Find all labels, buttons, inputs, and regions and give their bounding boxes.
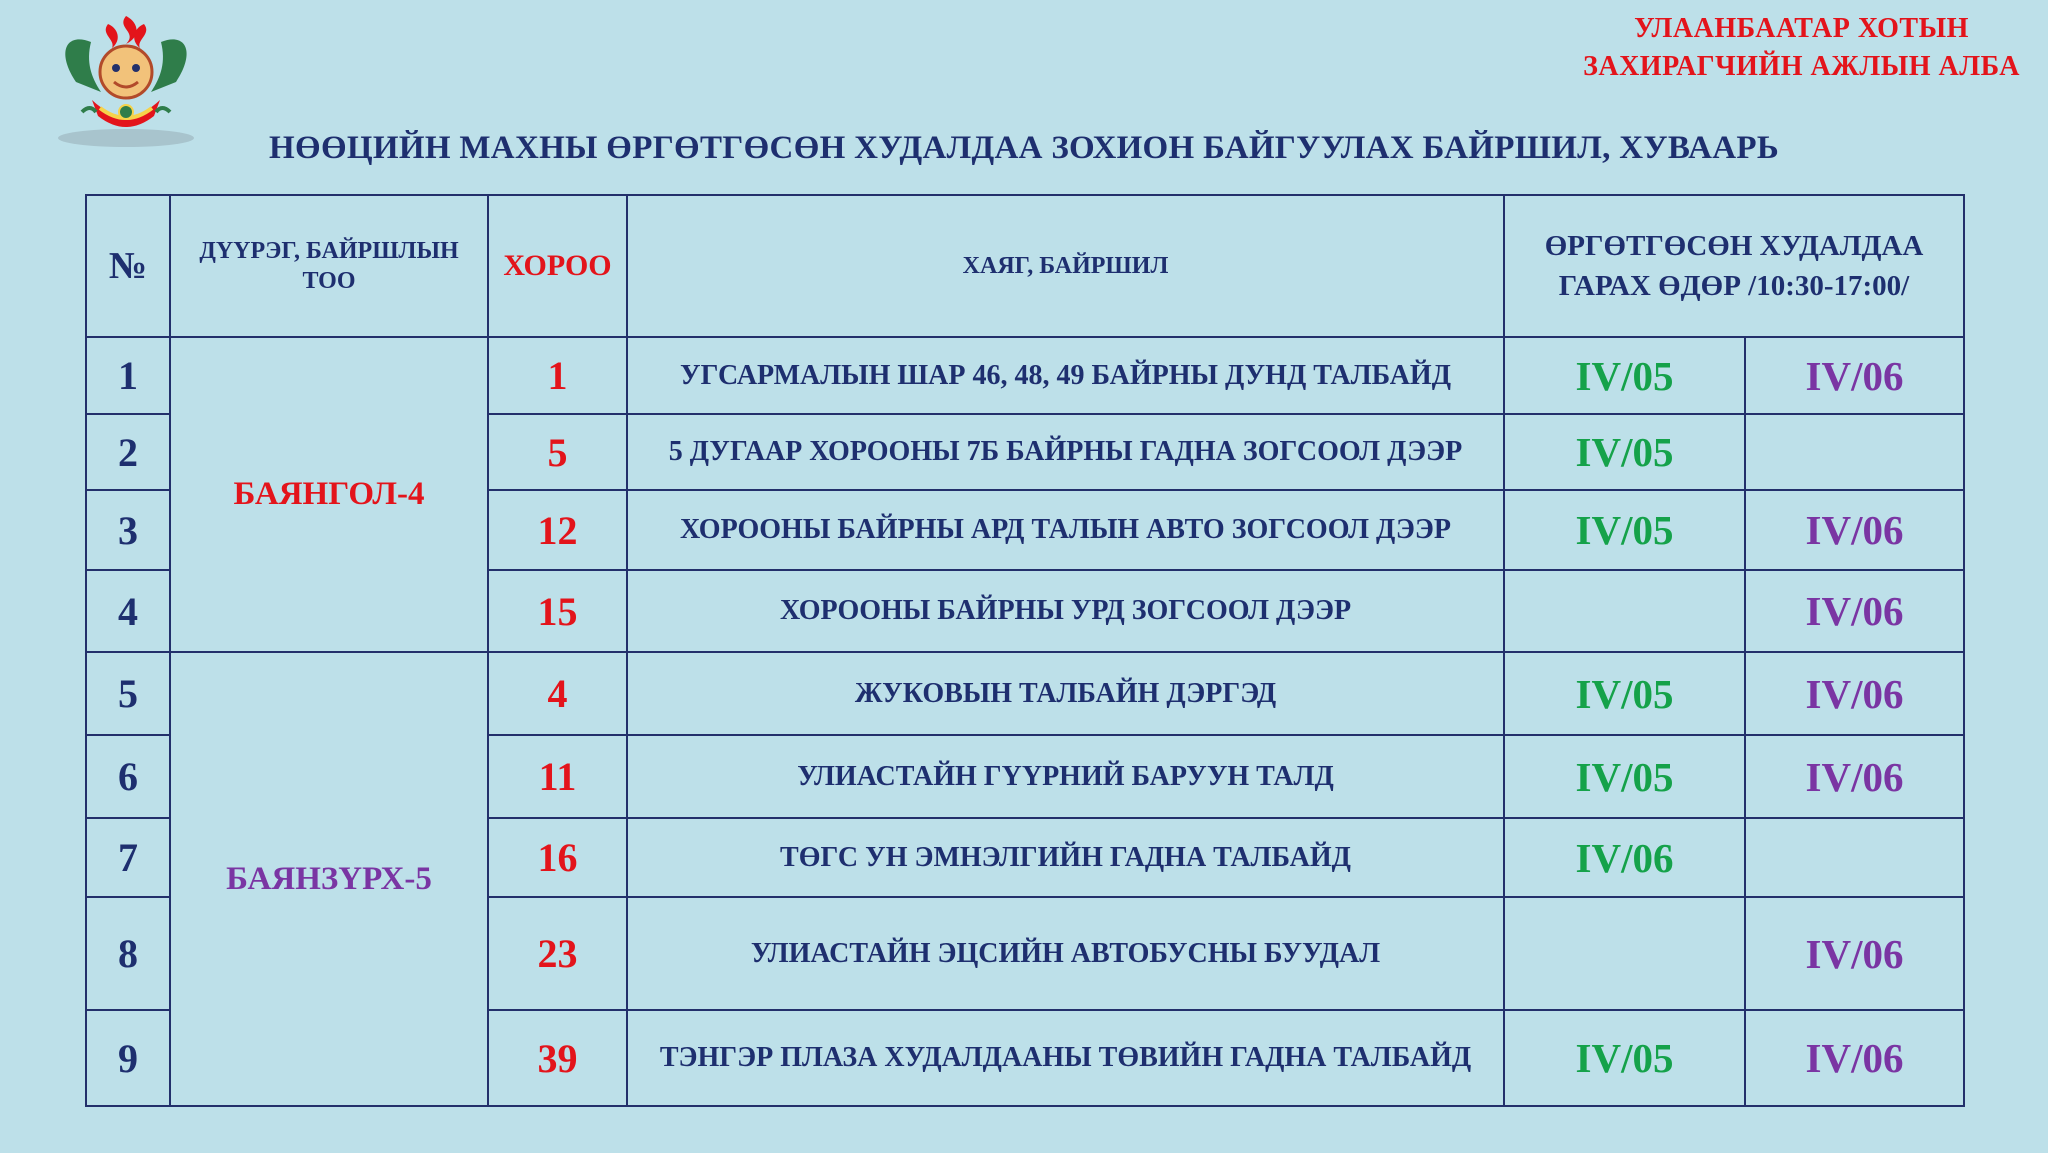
row-khoroo: 4 <box>488 652 627 735</box>
row-address: ТӨГС УН ЭМНЭЛГИЙН ГАДНА ТАЛБАЙД <box>627 818 1504 897</box>
row-date-1: IV/05 <box>1504 490 1745 570</box>
row-number: 4 <box>86 570 170 652</box>
row-address: ХОРООНЫ БАЙРНЫ АРД ТАЛЫН АВТО ЗОГСООЛ ДЭЭР <box>627 490 1504 570</box>
row-date-2: IV/06 <box>1745 570 1964 652</box>
header-district-line-2: ТОО <box>302 268 356 294</box>
row-date-1: IV/05 <box>1504 735 1745 818</box>
row-number: 3 <box>86 490 170 570</box>
row-address: УЛИАСТАЙН ГҮҮРНИЙ БАРУУН ТАЛД <box>627 735 1504 818</box>
row-date-1: IV/05 <box>1504 652 1745 735</box>
row-date-1: IV/05 <box>1504 1010 1745 1106</box>
table-header-row <box>86 195 1964 337</box>
row-date-2: IV/06 <box>1745 735 1964 818</box>
header-district <box>170 195 488 337</box>
row-number: 8 <box>86 897 170 1010</box>
header-sale-line-2: ГАРАХ ӨДӨР /10:30-17:00/ <box>1558 270 1910 302</box>
row-date-1 <box>1504 897 1745 1010</box>
header-sale-day <box>1504 195 1964 337</box>
row-khoroo: 11 <box>488 735 627 818</box>
organization-name <box>1583 10 2020 86</box>
org-line-1: УЛААНБААТАР ХОТЫН <box>1634 13 1969 44</box>
row-khoroo: 1 <box>488 337 627 414</box>
row-khoroo: 23 <box>488 897 627 1010</box>
row-address: УЛИАСТАЙН ЭЦСИЙН АВТОБУСНЫ БУУДАЛ <box>627 897 1504 1010</box>
row-address: ТЭНГЭР ПЛАЗА ХУДАЛДААНЫ ТӨВИЙН ГАДНА ТАЛБАЙД <box>627 1010 1504 1106</box>
row-address: 5 ДУГААР ХОРООНЫ 7Б БАЙРНЫ ГАДНА ЗОГСООЛ ДЭЭР <box>627 414 1504 490</box>
row-khoroo: 12 <box>488 490 627 570</box>
row-khoroo: 15 <box>488 570 627 652</box>
row-date-1: IV/05 <box>1504 414 1745 490</box>
row-number: 1 <box>86 337 170 414</box>
row-number: 7 <box>86 818 170 897</box>
row-date-1: IV/05 <box>1504 337 1745 414</box>
page-title: НӨӨЦИЙН МАХНЫ ӨРГӨТГӨСӨН ХУДАЛДАА ЗОХИОН БАЙГУУЛАХ БАЙРШИЛ, ХУВААРЬ <box>269 130 1779 166</box>
district-bayanzurkh: БАЯНЗҮРХ-5 <box>170 652 488 1106</box>
table-row <box>86 337 1964 414</box>
row-address: УГСАРМАЛЫН ШАР 46, 48, 49 БАЙРНЫ ДУНД ТАЛБАЙД <box>627 337 1504 414</box>
org-line-2: ЗАХИРАГЧИЙН АЖЛЫН АЛБА <box>1583 51 2020 82</box>
row-date-2: IV/06 <box>1745 1010 1964 1106</box>
header-number: № <box>86 195 170 337</box>
table-row <box>86 652 1964 735</box>
row-date-1 <box>1504 570 1745 652</box>
header-address: ХАЯГ, БАЙРШИЛ <box>627 195 1504 337</box>
header-district-line-1: ДҮҮРЭГ, БАЙРШЛЫН <box>199 238 459 264</box>
row-date-2: IV/06 <box>1745 652 1964 735</box>
row-number: 2 <box>86 414 170 490</box>
row-address: ЖУКОВЫН ТАЛБАЙН ДЭРГЭД <box>627 652 1504 735</box>
schedule-table <box>85 194 1965 1107</box>
row-khoroo: 16 <box>488 818 627 897</box>
row-khoroo: 39 <box>488 1010 627 1106</box>
row-khoroo: 5 <box>488 414 627 490</box>
row-date-2 <box>1745 818 1964 897</box>
row-date-1: IV/06 <box>1504 818 1745 897</box>
row-number: 9 <box>86 1010 170 1106</box>
row-date-2: IV/06 <box>1745 337 1964 414</box>
header-sale-line-1: ӨРГӨТГӨСӨН ХУДАЛДАА <box>1544 230 1924 262</box>
row-date-2: IV/06 <box>1745 897 1964 1010</box>
district-bayangol: БАЯНГОЛ-4 <box>170 337 488 652</box>
row-date-2: IV/06 <box>1745 490 1964 570</box>
header-khoroo: ХОРОО <box>488 195 627 337</box>
row-number: 6 <box>86 735 170 818</box>
row-number: 5 <box>86 652 170 735</box>
row-address: ХОРООНЫ БАЙРНЫ УРД ЗОГСООЛ ДЭЭР <box>627 570 1504 652</box>
row-date-2 <box>1745 414 1964 490</box>
